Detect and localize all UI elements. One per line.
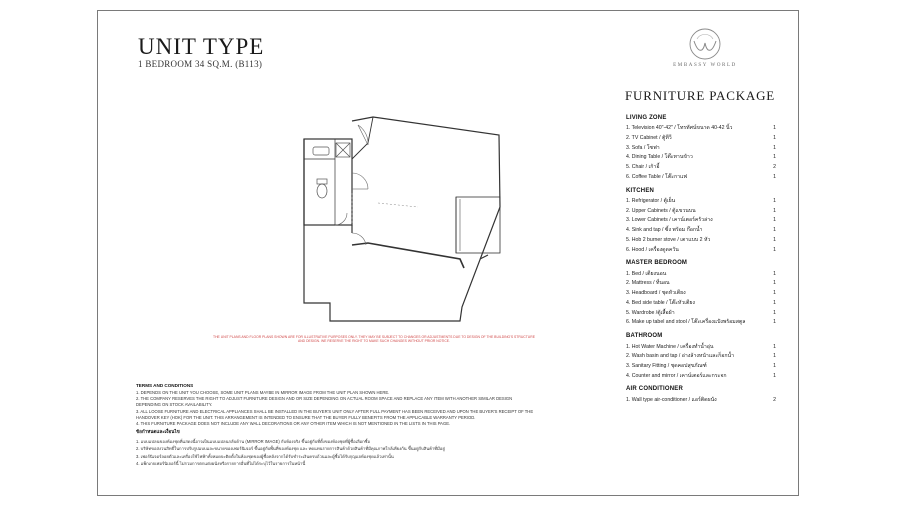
zone-heading: KITCHEN <box>626 187 655 194</box>
furniture-item <box>626 153 776 163</box>
furniture-item <box>626 163 776 173</box>
logo-text: EMBASSY WORLD <box>673 63 737 68</box>
furniture-item <box>626 173 776 183</box>
item-qty: 1 <box>773 173 776 180</box>
terms-line: 1. DEPENDS ON THE UNIT YOU CHOOSE, SOME UNIT PLANS MAYBE IN MIRROR IMAGE FROM THE UNIT PLAN SHOWN HERE. <box>136 390 390 395</box>
furniture-item <box>626 343 776 353</box>
terms-line-thai: 4. แพ็กเกจเฟอร์นิเจอร์นี้ ไม่รวมการตกแต่งผนังหรือรายการอื่นที่ไม่ได้ระบุไว้ในรายการในหน้านี้ <box>136 460 306 466</box>
zone-bathroom <box>626 333 776 381</box>
item-label: 3. Sanitary Fitting / ชุดคอปสุขภัณฑ์ <box>626 362 707 369</box>
floor-plan <box>218 83 518 338</box>
item-qty: 2 <box>773 164 776 171</box>
item-label: 4. Sink and tap / ซิ้ง พร้อม ก๊อกน้ำ <box>626 227 703 234</box>
furniture-item <box>626 144 776 154</box>
plan-outer-wall <box>304 117 500 321</box>
unit-type-subtitle: 1 BEDROOM 34 SQ.M. (B113) <box>138 59 263 69</box>
furniture-item <box>626 372 776 382</box>
item-qty: 1 <box>773 290 776 297</box>
furniture-item <box>626 197 776 207</box>
embassy-world-logo <box>670 27 740 68</box>
item-qty: 1 <box>773 372 776 379</box>
furniture-item <box>626 246 776 256</box>
bathroom-door-swing <box>352 173 368 189</box>
zone-heading: BATHROOM <box>626 333 663 340</box>
item-label: 1. Bed / เตียงนอน <box>626 270 667 277</box>
item-qty: 1 <box>773 154 776 161</box>
item-qty: 1 <box>773 343 776 350</box>
floor-plan-drawing <box>218 83 518 333</box>
embassy-world-logo-icon <box>688 27 722 61</box>
furniture-item <box>626 216 776 226</box>
item-label: 1. Television 40"-42" / โทรทัศน์ขนาด 40-42 นิ้ว <box>626 125 733 132</box>
furniture-item <box>626 309 776 319</box>
wash-basin <box>313 147 329 155</box>
item-qty: 1 <box>773 236 776 243</box>
item-qty: 1 <box>773 353 776 360</box>
item-label: 2. Mattress / ที่นอน <box>626 280 670 287</box>
item-qty: 1 <box>773 246 776 253</box>
zone-living <box>626 115 776 183</box>
terms-line-thai: 3. เฟอร์นิเจอร์ลอยตัวและเครื่องใช้ไฟฟ้าทั้งหมดจะติดตั้งในห้องชุดของผู้ซื้อหลังจากได้รับชำระเงินครบถ้วนและผู้ซื้อได้รับกุญแจห้องชุดแล้วเท่านั้น <box>136 453 394 459</box>
item-label: 5. Wardrobe /ตู้เสื้อผ้า <box>626 309 675 316</box>
furniture-item <box>626 124 776 134</box>
item-label: 5. Chair / เก้าอี้ <box>626 164 660 171</box>
item-qty: 1 <box>773 207 776 214</box>
brochure-sheet <box>97 10 799 496</box>
terms-title-thai: ข้อกำหนดและเงื่อนไข <box>136 429 180 435</box>
furniture-item <box>626 279 776 289</box>
item-label: 6. Make up tabel and stool / โต๊ะเครื่องแป้งพร้อมสตูล <box>626 319 746 326</box>
zone-heading: AIR CONDITIONER <box>626 386 683 393</box>
item-label: 4. Bed side table / โต๊ะหัวเตียง <box>626 299 695 306</box>
item-qty: 1 <box>773 299 776 306</box>
terms-line: 2. THE COMPANY RESERVES THE RIGHT TO ADJUST FURNITURE DESIGN AND OR SIZE DEPENDING ON ACTUAL ROOM SPACE AND REPLACE ANY ITEM WITH ANOTHER SIMILAR DESIGN <box>136 396 513 402</box>
furniture-item <box>626 226 776 236</box>
furniture-package-title: FURNITURE PACKAGE <box>625 88 775 103</box>
unit-type-title: UNIT TYPE <box>138 34 265 59</box>
terms-line-thai: 2. บริษัทขอสงวนสิทธิ์ในการปรับรูปแบบและขนาดของเฟอร์นิเจอร์ ขึ้นอยู่กับพื้นที่ของห้องชุด และ ทดแทนรายการสินค้าด้วยสินค้าที่มีคุณภาพใกล้เคียงกัน ขึ้นอยู่กับสินค้าที่มีอยู่ <box>136 446 445 452</box>
furniture-item <box>626 362 776 372</box>
item-label: 1. Wall type air-conditioner / แอร์ติดผนัง <box>626 396 717 403</box>
furniture-item <box>626 236 776 246</box>
furniture-item <box>626 299 776 309</box>
item-qty: 2 <box>773 396 776 403</box>
item-label: 3. Sofa / โซฟา <box>626 144 660 151</box>
plan-disclaimer <box>168 335 580 343</box>
furniture-item <box>626 207 776 217</box>
item-label: 2. Wash basin and tap / อ่างล้างหน้าและก็อกน้ำ <box>626 353 734 360</box>
item-qty: 1 <box>773 227 776 234</box>
item-qty: 1 <box>773 362 776 369</box>
item-label: 2. Upper Cabinets / ตู้แขวนบน <box>626 207 696 214</box>
item-label: 3. Lower Cabinets / เคาน์เตอร์ครัวล่าง <box>626 217 713 224</box>
item-label: 4. Counter and mirror / เคาน์เตอร์และกระจก <box>626 372 727 379</box>
item-qty: 1 <box>773 198 776 205</box>
zone-kitchen <box>626 188 776 256</box>
terms-line-thai: 1. แบบแปลนของห้องชุดที่แสดงนี้อาจเป็นแบบแปลนกลับด้าน (MIRROR IMAGE) กับห้องจริง ขึ้นอยู่กับที่ตั้งของห้องชุดที่ผู้ซื้อเลือกซื้อ <box>136 439 371 445</box>
terms-line: DEPENDING ON STOCK AVAILABILITY. <box>136 402 213 408</box>
item-label: 6. Coffee Table / โต๊ะกาแฟ <box>626 173 688 180</box>
item-qty: 1 <box>773 217 776 224</box>
item-qty: 1 <box>773 309 776 316</box>
zone-air-conditioner <box>626 386 776 405</box>
item-qty: 1 <box>773 319 776 326</box>
item-label: 4. Dining Table / โต๊ะทานข้าว <box>626 154 693 161</box>
item-label: 2. TV Cabinet / ตู้ทีวี <box>626 135 672 142</box>
item-label: 5. Hob 2 burner stove / เตาแบบ 2 หัว <box>626 236 711 243</box>
terms-and-conditions <box>136 383 596 467</box>
furniture-zones <box>626 115 776 411</box>
terms-line: 3. ALL LOOSE FURNITURE AND ELECTRICAL APPLIANCES SHALL BE INSTALLED IN THE BUYER'S UNIT ONLY AFTER FULL PAYMENT HAS BEEN RECEIVED AND UPON THE BUYER'S RECEIPT OF THE <box>136 408 534 414</box>
item-qty: 1 <box>773 135 776 142</box>
item-qty: 1 <box>773 125 776 132</box>
toilet <box>317 184 327 198</box>
item-qty: 1 <box>773 270 776 277</box>
zone-heading: MASTER BEDROOM <box>626 260 688 267</box>
diagonal-partition <box>352 243 464 268</box>
furniture-item <box>626 318 776 328</box>
furniture-item <box>626 396 776 406</box>
terms-title: TERMS AND CONDITIONS <box>136 383 194 388</box>
zone-heading: LIVING ZONE <box>626 115 667 121</box>
furniture-item <box>626 289 776 299</box>
terms-line: HANDOVER KEY (HOK) FOR THE UNIT. THIS ARRANGEMENT IS INTENDED TO ENSURE THAT THE BUYER FULLY BENEFITS FROM THE APPLICABLE WARRANTY PERIOD. <box>136 414 476 420</box>
disclaimer-line-1: THE UNIT PLANS AND FLOOR PLANS SHOWN ARE FOR ILLUSTRATIVE PURPOSES ONLY. THEY MAY BE SUBJECT TO CHANGES OR ADJUSTMENTS DUE TO DESIGN OF THE BUILDING'S STRUCTURE <box>213 335 535 339</box>
furniture-item <box>626 270 776 280</box>
terms-line: 4. THIS FURNITURE PACKAGE DOES NOT INCLUDE ANY WALL DECORATIONS OR ANY OTHER ITEM WHICH IS NOT MENTIONED IN THE LISTS IN THIS PAGE. <box>136 421 451 427</box>
furniture-item <box>626 352 776 362</box>
item-label: 6. Hood / เครื่องดูดควัน <box>626 246 679 253</box>
item-qty: 1 <box>773 144 776 151</box>
furniture-item <box>626 134 776 144</box>
disclaimer-line-2: AND DESIGN. WE RESERVE THE RIGHT TO MAKE SUCH CHANGES WITHOUT PRIOR NOTICE. <box>297 339 451 344</box>
item-label: 3. Headboard / ชุดหัวเตียง <box>626 290 686 297</box>
item-label: 1. Hot Water Machine / เครื่องทำน้ำอุ่น <box>626 343 714 350</box>
item-label: 1. Refrigerator / ตู้เย็น <box>626 198 676 205</box>
item-qty: 1 <box>773 280 776 287</box>
zone-master-bedroom <box>626 260 776 328</box>
